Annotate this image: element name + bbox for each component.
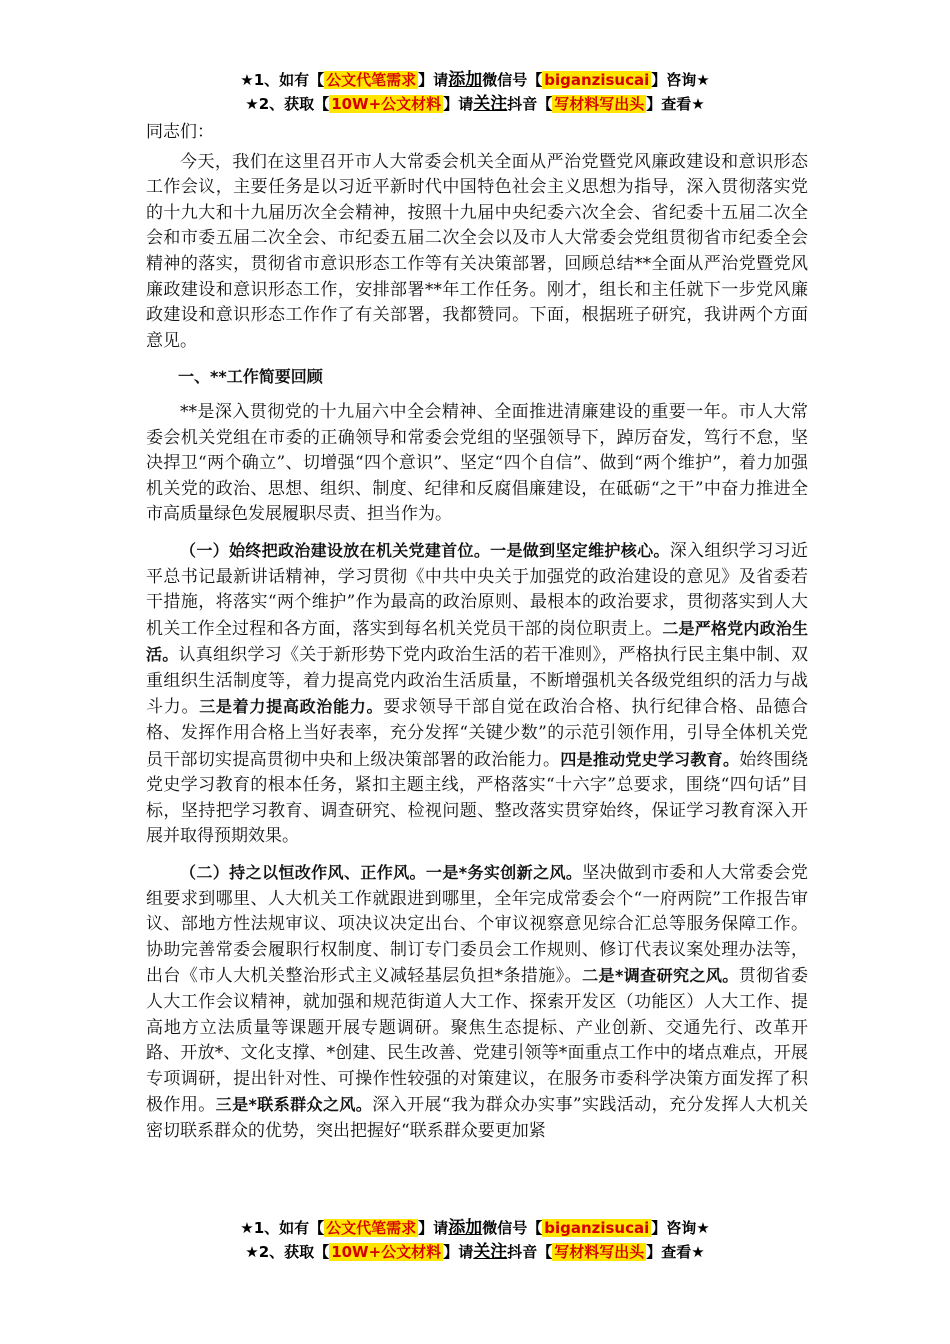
banner-line-2 <box>0 1240 950 1264</box>
banner-highlight: 10W+公文材料 <box>331 1243 442 1261</box>
bold-lead: 二是严格党内政治生活。 <box>146 618 808 665</box>
greeting: 同志们： <box>146 122 214 142</box>
banner-line-1 <box>0 68 950 92</box>
bold-lead: 三是*联系群众之风。 <box>215 1095 373 1115</box>
body-text: 始终围绕党史学习教育的根本任务，紧扣主题主线，严格落实“十六字”总要求，围绕“四句话”目标，坚持把学习教育、调查研究、检视问题、整改落实贯穿始终，保证学习教育深入开展并取得预期效果。 <box>146 749 808 847</box>
banner-text: 】请 <box>443 1243 474 1261</box>
body-text: 贯彻省委人大工作会议精神，就加强和规范街道人大工作、探索开发区（功能区）人大工作、提高地方立法质量等课题开展专题调研。聚焦生态提标、产业创新、交通先行、改革开路、开放*、文化支撑、*创建、民生改善、党建引领等*面重点工作中的堵点难点，开展专项调研，提出针对性、可操作性较强的对策建议，在服务市委科学决策方面发挥了积极作用。 <box>146 966 809 1116</box>
bold-lead: （二）持之以恒改作风、正作风。一是*务实创新之风。 <box>180 863 583 883</box>
section-1-paragraph <box>146 538 808 850</box>
body-text: 深入组织学习习近平总书记最新讲话精神，学习贯彻《中共中央关于加强党的政治建设的意见》及省委若干措施，将落实“两个维护”作为最高的政治原则、最根本的政治要求，贯彻落实到人大机关工作全过程和各方面，落实到每名机关党员干部的岗位职责上。 <box>146 540 808 639</box>
section-2-paragraph <box>146 860 808 1145</box>
banner-text: ★1、如有【 <box>240 71 325 89</box>
banner-text: 】咨询★ <box>651 1219 710 1237</box>
banner-text: 】咨询★ <box>651 71 710 89</box>
banner-text: ★2、获取【 <box>245 1243 330 1261</box>
body-text: 认真组织学习《关于新形势下党内政治生活的若干准则》，严格执行民主集中制、双重组织生活制度等，着力提高党内政治生活质量，不断增强机关各级党组织的活力与战斗力。 <box>146 645 808 718</box>
banner-text: 】请 <box>418 1219 449 1237</box>
banner-underline: 添加 <box>448 70 483 90</box>
banner-text: 】请 <box>418 71 449 89</box>
banner-underline: 关注 <box>473 1242 508 1262</box>
banner-underline: 关注 <box>473 94 508 114</box>
banner-highlight: biganzisucai <box>544 71 650 89</box>
bold-lead: （一）始终把政治建设放在机关党建首位。一是做到坚定维护核心。 <box>180 540 670 560</box>
banner-text: 抖音【 <box>507 95 553 113</box>
banner-text: ★1、如有【 <box>240 1219 325 1237</box>
banner-line-1 <box>0 1216 950 1240</box>
banner-highlight: 公文代笔需求 <box>326 71 417 89</box>
body-text: 要求领导干部自觉在政治合格、执行纪律合格、品德合格、发挥作用合格上当好表率，充分发挥“关键少数”的示范引领作用，引导全体机关党员干部切实提高贯彻中央和上级决策部署的政治能力。 <box>146 697 809 770</box>
banner-highlight: 写材料写出头 <box>554 95 645 113</box>
body-text: 坚决做到市委和人大常委会党组要求到哪里、人大机关工作就跟进到哪里，全年完成常委会个“一府两院”工作报告审议、部地方性法规审议、项决议决定出台、个审议视察意见综合汇总等服务保障工作。协助完善常委会履职行权制度、制订专门委员会工作规则、修订代表议案处理办法等，出台《市人大机关整治形式主义减轻基层负担*条措施》。 <box>146 863 808 987</box>
banner-text: 微信号【 <box>482 1219 543 1237</box>
footer-banner <box>0 1216 950 1264</box>
bold-lead: 三是着力提高政治能力。 <box>199 697 384 717</box>
banner-text: 微信号【 <box>482 71 543 89</box>
bold-lead: 二是*调查研究之风。 <box>582 966 739 986</box>
header-banner <box>0 68 950 116</box>
banner-text: 】查看★ <box>646 95 705 113</box>
body-text: 深入开展“我为群众办实事”实践活动，充分发挥人大机关密切联系群众的优势，突出把握好“联系群众要更加紧 <box>146 1095 808 1141</box>
banner-text: 】查看★ <box>646 1243 705 1261</box>
review-paragraph: **是深入贯彻党的十九届六中全会精神、全面推进清廉建设的重要一年。市人大常委会机关党组在市委的正确领导和常委会党组的坚强领导下，踔厉奋发，笃行不怠，坚决捍卫“两个确立”、切增强“四个意识”、坚定“四个自信”、做到“两个维护”，着力加强机关党的政治、思想、组织、制度、纪律和反腐倡廉建设，在砥砺“之干”中奋力推进全市高质量绿色发展履职尽责、担当作为。 <box>146 401 808 525</box>
banner-highlight: 10W+公文材料 <box>331 95 442 113</box>
banner-highlight: 公文代笔需求 <box>326 1219 417 1237</box>
banner-text: 抖音【 <box>507 1243 553 1261</box>
banner-highlight: biganzisucai <box>544 1219 650 1237</box>
bold-lead: 四是推动党史学习教育。 <box>560 749 740 769</box>
intro-paragraph: 今天，我们在这里召开市人大常委会机关全面从严治党暨党风廉政建设和意识形态工作会议，主要任务是以习近平新时代中国特色社会主义思想为指导，深入贯彻落实党的十九大和十九届历次全会精神，按照十九届中央纪委六次全会、省纪委十五届二次全会和市委五届二次全会、市纪委五届二次全会以及市人大常委会党组贯彻省市纪委全会精神的落实，贯彻省市意识形态工作等有关决策部署，回顾总结**全面从严治党暨党风廉政建设和意识形态工作，安排部署**年工作任务。刚才，组长和主任就下一步党风廉政建设和意识形态工作作了有关部署，我都赞同。下面，根据班子研究，我讲两个方面意见。 <box>146 151 808 351</box>
document-body <box>146 120 808 1155</box>
banner-line-2 <box>0 92 950 116</box>
banner-text: 】请 <box>443 95 474 113</box>
banner-highlight: 写材料写出头 <box>554 1243 645 1261</box>
section-heading: 一、**工作简要回顾 <box>178 367 323 387</box>
banner-underline: 添加 <box>448 1218 483 1238</box>
banner-text: ★2、获取【 <box>245 95 330 113</box>
